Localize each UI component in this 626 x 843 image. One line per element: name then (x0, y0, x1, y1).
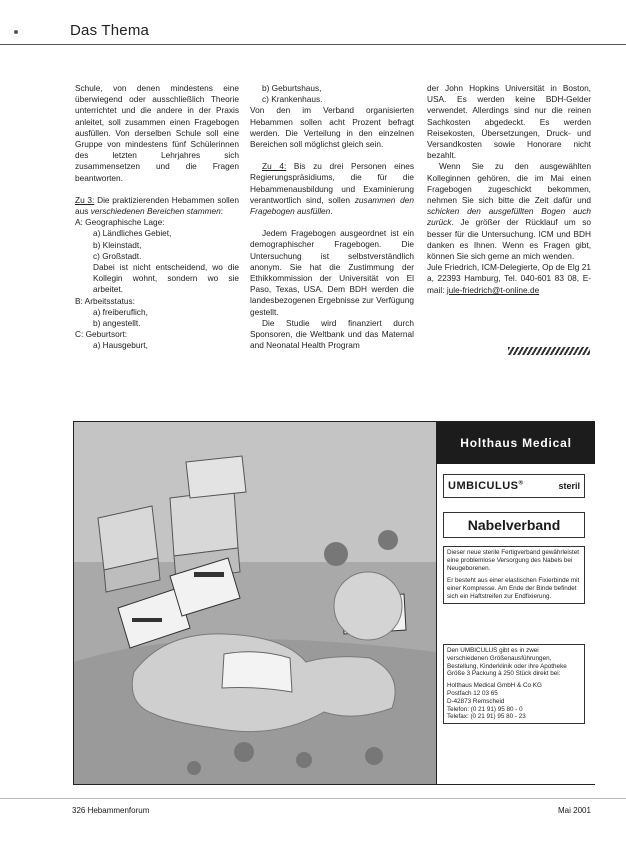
c2-p2-end: . (330, 206, 333, 217)
c3-paragraph-2 (427, 161, 591, 262)
c3-paragraph-1: der John Hopkins Universität in Boston, USA. Es werden keine BDH-Gelder verwendet. Allerdings sind nur die reinen Sachkosten abgedeckt. Es werden Reisekosten, Übersetzungen, Druck- und Versandkosten sowie Honorare nicht bezahlt. (427, 83, 591, 161)
end-of-article-mark (508, 347, 590, 355)
desc-2: Er besteht aus einer elastischen Fixierbinde mit einer Kompresse. Am Ende der Binde befindet sich ein Haftstreifen zur Endfixierung. (447, 577, 580, 600)
c1-a: A: Geographische Lage: (75, 217, 165, 228)
c1-a1: a) Ländliches Gebiet, (93, 228, 172, 239)
c1-c: C: Geburtsort: (75, 329, 128, 340)
header-rule (0, 44, 626, 45)
registered-mark: ® (518, 480, 524, 487)
footer-left: 326 Hebammenforum (72, 806, 150, 815)
c3-p2-italic: schicken den ausgefüllten Bogen auch zurück (427, 206, 591, 228)
c2-paragraph-2 (250, 161, 414, 217)
footer-right: Mai 2001 (558, 806, 591, 815)
c1-p2-end: : (220, 206, 224, 217)
baby-photo (74, 422, 436, 784)
company-city: D-42873 Remscheid (447, 697, 505, 705)
product-name-text: UMBICULUS (448, 480, 519, 492)
column-3 (427, 83, 591, 296)
brand-banner: Holthaus Medical (437, 422, 595, 464)
company-name: Holthaus Medical GmbH & Co KG (447, 682, 542, 690)
c2-ref: Zu 4: (262, 161, 287, 172)
c3-p3-a: Jule Friedrich, ICM-Delegierte, Op de Elg 21 a, 22393 Hamburg, Tel. 040-601 83 08, E-mail: (427, 262, 591, 295)
email-link[interactable]: jule-friedrich@t-online.de (446, 284, 540, 295)
c1-a-note: Dabei ist nicht entscheidend, wo die Kollegin wohnt, sondern wo sie arbeitet. (93, 262, 239, 295)
c2-paragraph-3: Jedem Fragebogen ausgeordnet ist ein demographischer Fragebogen. Die Untersuchung ist selbstverständlich anonym. Sie hat die Zustimmung der Ethikkommission der Universität von El Paso, Texas, USA. Dem BDH werden die landesbezogenen Ergebnisse zur Verfügung gestellt. (250, 228, 414, 317)
c2-paragraph-4: Die Studie wird finanziert durch Sponsoren, die Weltbank und das Maternal and Neonatal Health Program (250, 317, 414, 351)
order-box (443, 644, 585, 724)
ad-panel (436, 422, 595, 784)
c2-p2-italic: zusammen den Fragebogen ausfüllen (250, 194, 414, 217)
description-box (443, 546, 585, 604)
advertisement (73, 421, 595, 785)
c3-p2-a: Wenn Sie zu den ausgewählten Kolleginnen gehören, die im Mai einen Fragebogen zugeschickt bekommen, nehmen Sie sich bitte die Zeit dafür und (427, 161, 591, 206)
c1-a3: c) Großstadt. (93, 250, 142, 261)
product-title: Nabelverband (443, 512, 585, 538)
c3-paragraph-3 (427, 262, 591, 296)
product-name (448, 480, 523, 492)
c2-paragraph-1: Von den im Verband organisierten Hebammen sollen acht Prozent befragt werden. Die Verteilung in den einzelnen Bereichen soll möglichst gleich sein. (250, 105, 414, 150)
product-label (443, 474, 585, 498)
section-title: Das Thema (70, 22, 150, 39)
c2-l1: b) Geburtshaus, (262, 83, 322, 93)
company-fax: Telefax: (0 21 91) 95 80 - 23 (447, 713, 526, 721)
c1-p2-italic: verschiedenen Bereichen stammen (90, 206, 221, 217)
c1-b1: a) freiberuflich, (93, 306, 148, 317)
c1-paragraph-2 (75, 195, 239, 217)
c1-c1: a) Hausgeburt, (93, 340, 148, 351)
footer-rule (0, 798, 626, 799)
company-po: Postfach 12 03 65 (447, 689, 498, 697)
c1-b: B: Arbeitsstatus: (75, 295, 135, 306)
c3-p2-b: . Je größer der Rücklauf um so besser für die Untersuchung. ICM und BDH danken es Ihnen. Wenn es Fragen gibt, können Sie sich gerne an mich wenden. (427, 217, 591, 262)
c1-a2: b) Kleinstadt, (93, 239, 142, 250)
c1-paragraph-1: Schule, von denen mindestens eine überwiegend oder ausschließlich Theorie unterrichtet und die andere in der Praxis anleitet, soll zusammen einen Fragebogen ausfüllen. Von derselben Schule soll eine Gruppe von mindestens fünf Schülerinnen des letzten Lehrjahres sich zusammensetzen und die Fragen beantworten. (75, 83, 239, 183)
baby-photo-illustration (74, 422, 436, 784)
desc-1: Dieser neue sterile Fertigverband gewährleistet eine problemlose Versorgung des Nabels bei Neugeborenen. (447, 549, 579, 572)
column-2 (250, 83, 414, 351)
c2-p2-text: Bis zu drei Personen eines Regierungspräsidiums, die für die Hebammenausbildung und Examinierung verantwortlich sind, sollen (250, 161, 414, 205)
sterile-label: steril (558, 481, 580, 491)
c1-p2-text: Die praktizierenden Hebammen sollen aus (75, 194, 239, 217)
c1-b2: b) angestellt. (93, 318, 141, 329)
c1-ref: Zu 3: (75, 194, 95, 205)
column-1 (75, 83, 239, 352)
desc-3: Den UMBICULUS gibt es in zwei verschiedenen Größenausführungen, Bestellung, Kinderklinik oder ihre Apotheke Größe 3 Packung à 250 Stück direkt bei: (447, 647, 567, 678)
c2-l2: c) Krankenhaus. (262, 94, 323, 105)
company-tel: Telefon: (0 21 91) 95 80 - 0 (447, 705, 523, 713)
binder-hole (14, 30, 18, 34)
